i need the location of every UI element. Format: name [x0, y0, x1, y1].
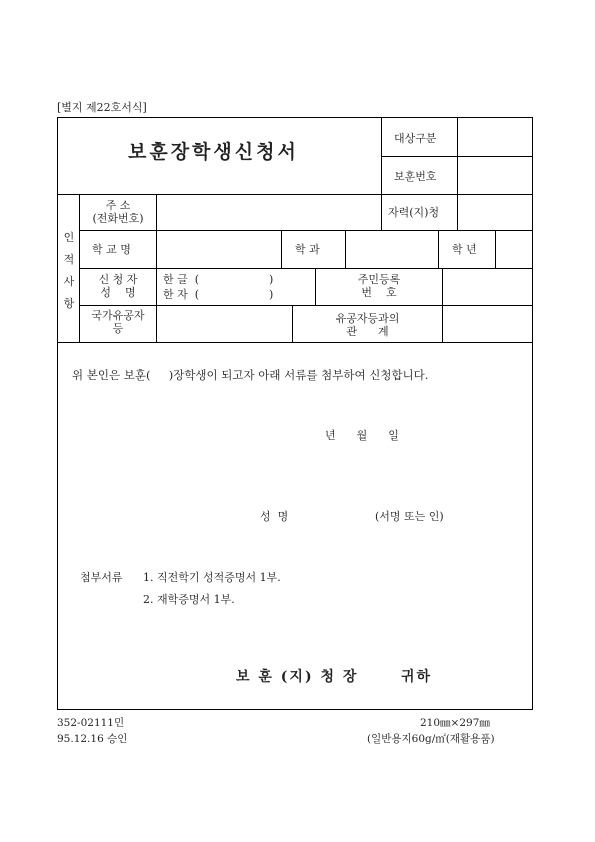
relation-field[interactable]: [443, 306, 532, 342]
grade-field[interactable]: [496, 231, 532, 268]
address-field[interactable]: [157, 195, 381, 230]
relation-label: 유공자등과의 관 계: [335, 312, 400, 338]
frame-bottom: [57, 709, 533, 710]
applicant-signature-label: 성 명: [260, 510, 289, 523]
personal-info-side-label: 인 적 사 항: [63, 231, 75, 310]
application-date[interactable]: 년 월 일: [325, 429, 399, 442]
merit-holder-label: 국가유공자 등: [91, 309, 145, 335]
category-field[interactable]: [458, 118, 532, 156]
dept-left-divider: [281, 230, 282, 268]
paper-size: 210㎜×297㎜: [420, 717, 490, 729]
attachment-item-1: 1. 직전학기 성적증명서 1부.: [143, 571, 281, 584]
office-divider: [381, 194, 382, 230]
attachment-item-2: 2. 재학증명서 1부.: [143, 593, 235, 606]
honorific: 귀하: [401, 669, 433, 685]
attachments-label: 첨부서류: [80, 571, 123, 584]
info-bottom: [57, 342, 533, 343]
form-reference: [별지 제22호서식]: [57, 101, 147, 114]
name-hanja-field[interactable]: 한 자 ( ): [163, 288, 274, 301]
resident-number-field[interactable]: [443, 269, 532, 305]
bohun-number-label: 보훈번호: [394, 170, 437, 183]
approval-date: 95.12.16 승인: [57, 733, 128, 745]
grade-label: 학 년: [452, 243, 477, 256]
category-label: 대상구분: [394, 132, 437, 145]
paper-spec: (일반용지60g/㎡(재활용품): [367, 733, 495, 745]
signature-or-seal-label[interactable]: (서명 또는 인): [375, 510, 444, 523]
office-field[interactable]: [458, 195, 532, 230]
resident-number-label: 주민등록 번 호: [357, 273, 401, 299]
recipient-title: 보 훈 (지) 청 장: [236, 669, 359, 685]
department-label: 학 과: [295, 243, 320, 256]
name-hangul-field[interactable]: 한 글 ( ): [163, 273, 274, 286]
form-title: 보훈장학생신청서: [128, 141, 299, 163]
address-label: 주 소 (전화번호): [92, 199, 144, 225]
merit-holder-field[interactable]: [157, 306, 292, 342]
office-label: 자력(지)청: [388, 206, 440, 219]
school-label: 학 교 명: [92, 243, 131, 256]
department-field[interactable]: [346, 231, 438, 268]
form-code: 352-02111민: [57, 717, 125, 729]
row1-divider: [80, 230, 533, 231]
bohun-number-field[interactable]: [458, 157, 532, 194]
school-field[interactable]: [157, 231, 281, 268]
frame-left: [57, 117, 58, 710]
application-statement: 위 본인은 보훈( )장학생이 되고자 아래 서류를 첨부하여 신청합니다.: [72, 368, 429, 382]
grade-left-divider: [438, 230, 439, 268]
applicant-name-label: 신 청 자 성 명: [98, 273, 138, 299]
frame-right: [532, 117, 533, 710]
